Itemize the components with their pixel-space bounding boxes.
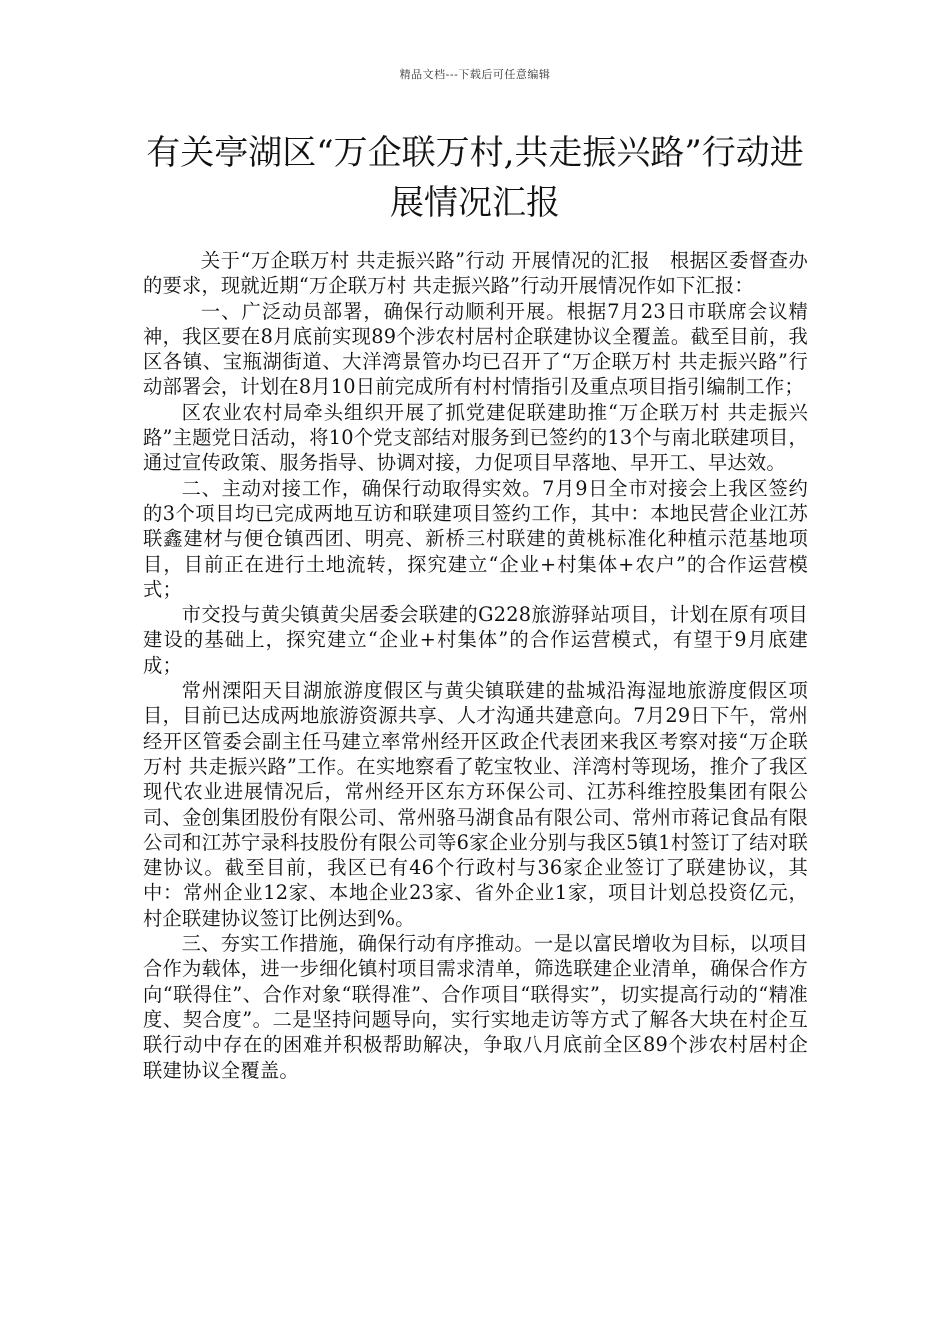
paragraph-party-activity: 区农业农村局牵头组织开展了抓党建促联建助推“万企联万村 共走振兴路”主题党日活动，将10个党支部结对服务到已签约的13个与南北联建项目，通过宣传政策、服务指导、协调对接，力促项目早落地、早开工、早达效。 [143, 400, 808, 475]
paragraph-g228-project: 市交投与黄尖镇黄尖居委会联建的G228旅游驿站项目，计划在原有项目建设的基础上，探究建立“企业+村集体”的合作运营模式，有望于9月底建成； [143, 603, 808, 677]
paragraph-section-three: 三、夯实工作措施，确保行动有序推动。一是以富民增收为目标，以项目合作为载体，进一步细化镇村项目需求清单，筛选联建企业清单，确保合作方向“联得住”、合作对象“联得准”、合作项目“联得实”，切实提高行动的“精准度、契合度”。二是坚持问题导向，实行实地走访等方式了解各大块在村企互联行动中存在的困难并积极帮助解决，争取八月底前全区89个涉农村居村企联建协议全覆盖。 [143, 932, 808, 1082]
document-body [143, 248, 808, 1083]
paragraph-changzhou-cooperation: 常州溧阳天目湖旅游度假区与黄尖镇联建的盐城沿海湿地旅游度假区项目，目前已达成两地旅游资源共享、人才沟通共建意向。7月29日下午，常州经开区管委会副主任马建立率常州经开区政企代表团来我区考察对接“万企联万村 共走振兴路”工作。在实地察看了乾宝牧业、洋湾村等现场，推介了我区现代农业进展情况后，常州经开区东方环保公司、江苏科维控股集团有限公司、金创集团股份有限公司、常州骆马湖食品有限公司、常州市蒋记食品有限公司和江苏宁录科技股份有限公司等6家企业分别与我区5镇1村签订了结对联建协议。截至目前，我区已有46个行政村与36家企业签订了联建协议，其中：常州企业12家、本地企业23家、省外企业1家，项目计划总投资亿元，村企联建协议签订比例达到%。 [143, 679, 808, 930]
document-title: 有关亭湖区“万企联万村,共走振兴路”行动进展情况汇报 [146, 133, 804, 223]
paragraph-intro: 关于“万企联万村 共走振兴路”行动 开展情况的汇报 根据区委督查办的要求，现就近期“万企联万村 共走振兴路”行动开展情况作如下汇报： [143, 249, 808, 298]
paragraph-section-one: 一、广泛动员部署，确保行动顺利开展。根据7月23日市联席会议精神，我区要在8月底前实现89个涉农村居村企联建协议全覆盖。截至目前，我区各镇、宝瓶湖街道、大洋湾景管办均已召开了“万企联万村 共走振兴路”行动部署会，计划在8月10日前完成所有村村情指引及重点项目指引编制工作； [143, 299, 808, 399]
paragraph-section-two: 二、主动对接工作，确保行动取得实效。7月9日全市对接会上我区签约的3个项目均已完成两地互访和联建项目签约工作，其中：本地民营企业江苏联鑫建材与便仓镇西团、明亮、新桥三村联建的黄桃标准化种植示范基地项目，目前正在进行土地流转，探究建立“企业+村集体+农户”的合作运营模式； [143, 476, 808, 601]
header-note: 精品文档---下载后可任意编辑 [399, 68, 551, 81]
